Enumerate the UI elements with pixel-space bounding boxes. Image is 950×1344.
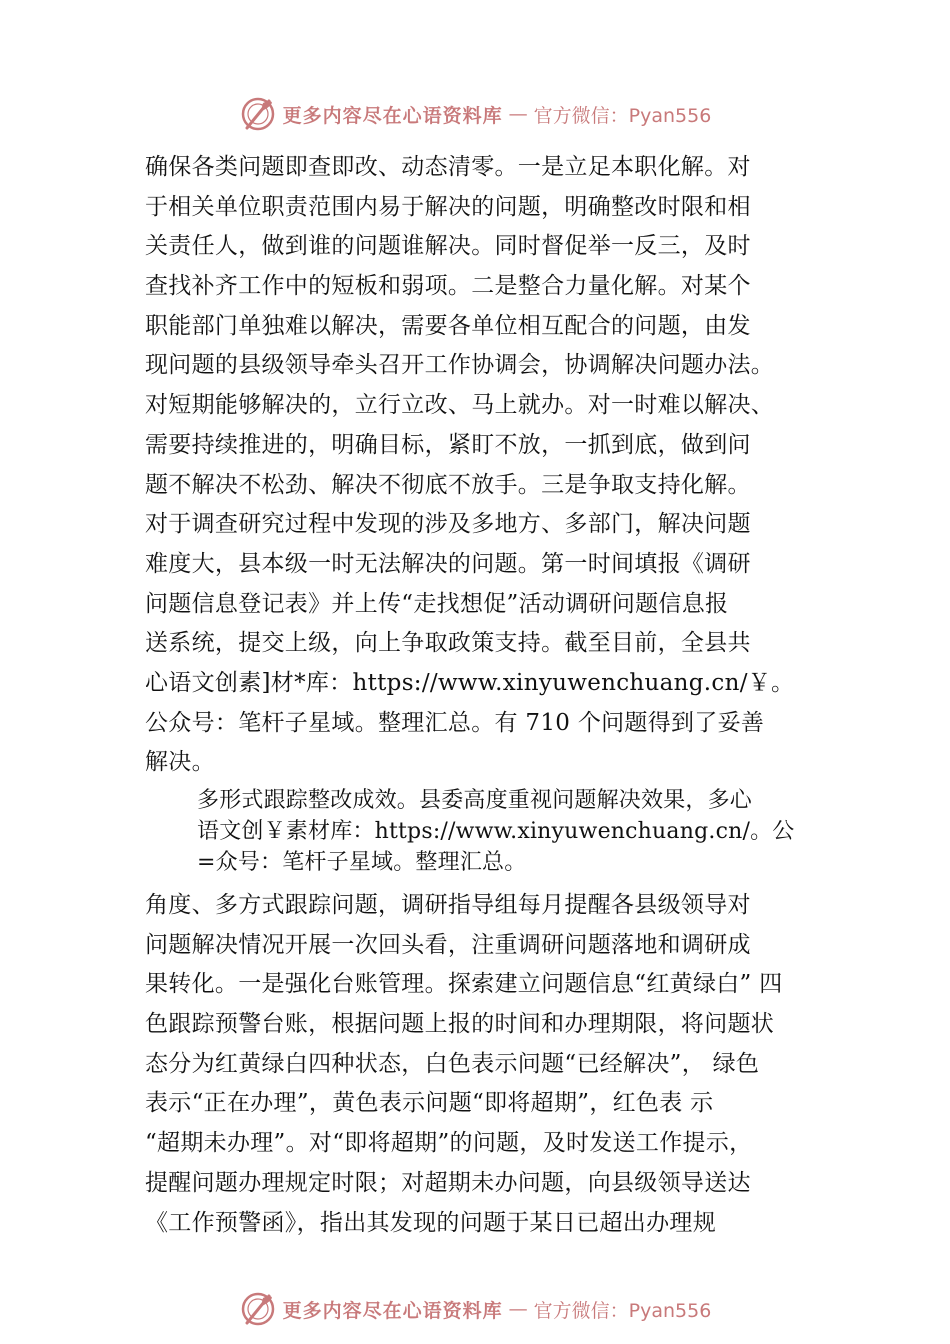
paragraph-tracking-intro: [197, 785, 837, 878]
text-line: 需要持续推进的，明确目标，紧盯不放，一抓到底，做到问: [145, 431, 751, 458]
text-line: 问题解决情况开展一次回头看，注重调研问题落地和调研成: [145, 931, 751, 958]
text-line: 解决。: [145, 749, 215, 776]
text-line: =众号：笔杆子星域。整理汇总。: [197, 850, 527, 875]
paragraph-problem-resolution: [145, 148, 825, 783]
text-line: 关责任人，做到谁的问题谁解决。同时督促举一反三，及时: [145, 233, 751, 260]
banner-separator: —: [508, 103, 528, 125]
text-line: 对短期能够解决的，立行立改、马上就办。对一时难以解决、: [145, 392, 775, 419]
text-line: 送系统，提交上级，向上争取政策支持。截至目前，全县共: [145, 630, 751, 657]
text-line: “超期未办理”。对“即将超期”的问题，及时发送工作提示，: [145, 1130, 753, 1157]
quill-seal-icon: [239, 1290, 277, 1328]
text-line: 多形式跟踪整改成效。县委高度重视问题解决效果，多心: [197, 788, 753, 813]
banner-contact: 官方微信：Pyan556: [533, 104, 712, 127]
text-line: 提醒问题办理规定时限；对超期未办问题，向县级领导送达: [145, 1169, 751, 1196]
text-line: 态分为红黄绿白四种状态，白色表示问题“已经解决”， 绿色: [145, 1050, 760, 1077]
paragraph-ledger-management: [145, 886, 825, 1243]
text-line: 表示“正在办理”，黄色表示问题“即将超期”，红色表 示: [145, 1090, 714, 1117]
text-line: 职能部门单独难以解决，需要各单位相互配合的问题，由发: [145, 312, 751, 339]
text-line: 果转化。一是强化台账管理。探索建立问题信息“红黄绿白” 四: [145, 971, 783, 998]
text-line: 确保各类问题即查即改、动态清零。一是立足本职化解。对: [145, 154, 751, 180]
banner-contact: 官方微信：Pyan556: [533, 1299, 712, 1322]
text-line: 色跟踪预警台账，根据问题上报的时间和办理期限，将问题状: [145, 1011, 775, 1038]
banner-title: 更多内容尽在心语资料库: [282, 1299, 503, 1322]
footer-banner: [0, 1287, 950, 1331]
text-line: 公众号：笔杆子星域。整理汇总。有 710 个问题得到了妥善: [145, 709, 765, 736]
text-line: 《工作预警函》，指出其发现的问题于某日已超出办理规: [145, 1209, 716, 1236]
text-line: 问题信息登记表》并上传“走找想促”活动调研问题信息报: [145, 590, 729, 617]
text-line: 于相关单位职责范围内易于解决的问题，明确整改时限和相: [145, 193, 751, 220]
text-line: 现问题的县级领导牵头召开工作协调会，协调解决问题办法。: [145, 352, 775, 379]
header-banner: [0, 92, 950, 136]
text-line: 查找补齐工作中的短板和弱项。二是整合力量化解。对某个: [145, 273, 751, 300]
text-line: 题不解决不松劲、解决不彻底不放手。三是争取支持化解。: [145, 471, 751, 498]
banner-separator: —: [508, 1298, 528, 1320]
text-line: 难度大，县本级一时无法解决的问题。第一时间填报《调研: [145, 550, 751, 577]
quill-seal-icon: [239, 95, 277, 133]
text-line: 角度、多方式跟踪问题，调研指导组每月提醒各县级领导对: [145, 892, 751, 918]
text-line: 对于调查研究过程中发现的涉及多地方、多部门，解决问题: [145, 511, 751, 538]
text-line: 心语文创素]材*库：https://www.xinyuwenchuang.cn/￥。: [145, 669, 795, 696]
text-line: 语文创￥素材库：https://www.xinyuwenchuang.cn/。公: [197, 819, 795, 844]
banner-title: 更多内容尽在心语资料库: [282, 104, 503, 127]
